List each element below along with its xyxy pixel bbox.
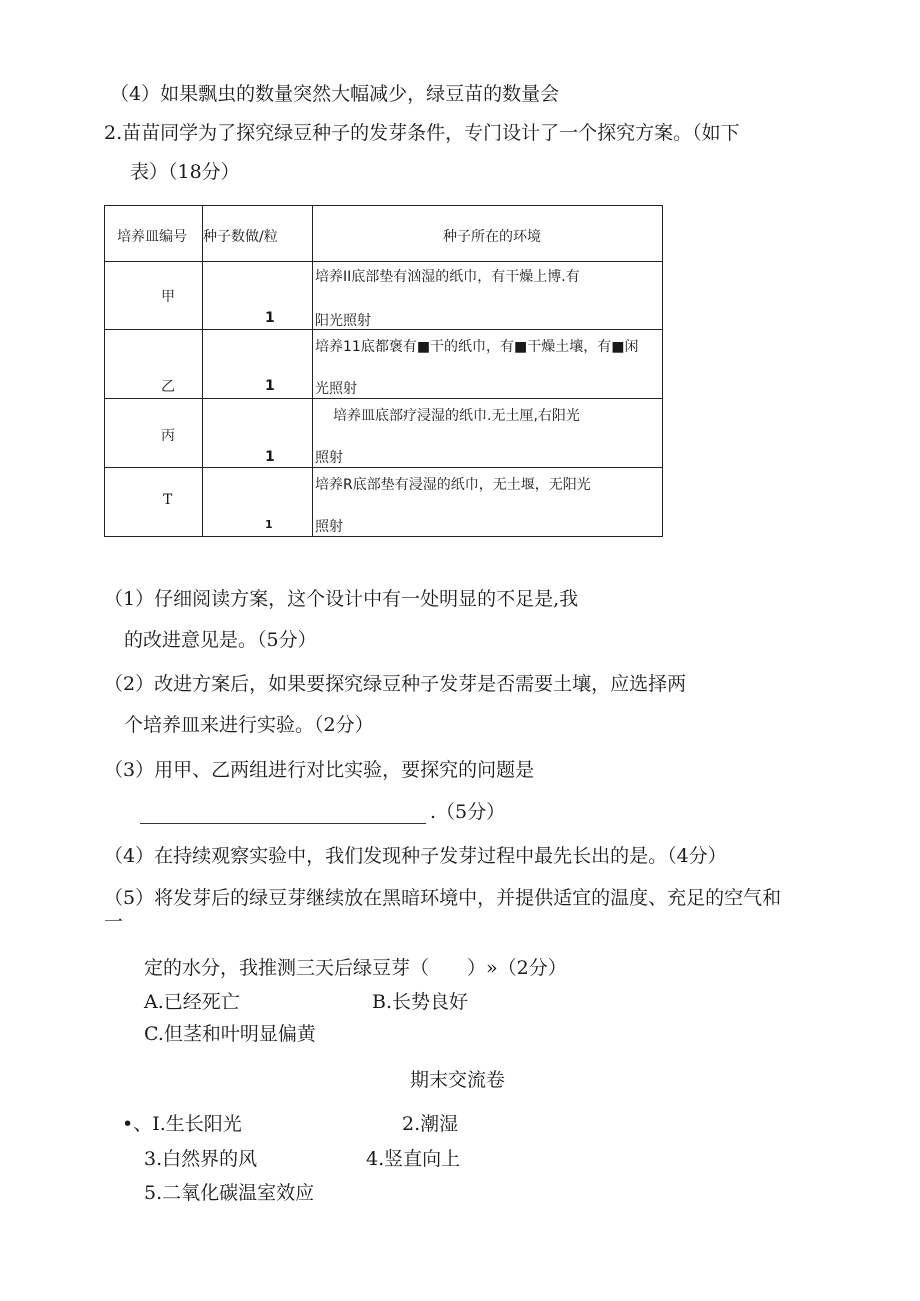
dish-id-cell: 乙 [105, 330, 203, 399]
option-c: C.但茎和叶明显偏黄 [144, 1023, 316, 1045]
option-a: A.已经死亡 [144, 991, 240, 1013]
seed-count-cell: 1 [203, 262, 313, 330]
table-row [105, 468, 663, 537]
seed-count-cell: 1 [203, 399, 313, 468]
option-b: B.长势良好 [372, 991, 469, 1013]
answer-1: •、I.生长阳光 [122, 1113, 242, 1135]
table-row [105, 262, 663, 330]
sub-question-4: （4）在持续观察实验中，我们发现种子发芽过程中最先长出的是。（4分） [104, 845, 727, 867]
answer-4: 4.竖直向上 [366, 1148, 461, 1170]
environment-cell: 培养R底部垫有浸湿的纸巾，无土堰，无阳光 照射 [313, 468, 663, 537]
answer-5: 5.二氧化碳温室效应 [144, 1182, 315, 1204]
dish-id-cell: T [105, 468, 203, 537]
seed-count-cell: 1 [203, 468, 313, 537]
sub-question-5-cont: 定的水分，我推测三天后绿豆芽（ ）»（2分） [144, 957, 567, 979]
dish-id-cell: 丙 [105, 399, 203, 468]
table-header-row [105, 206, 663, 262]
header-cell: 种子所在的环境 [313, 206, 663, 262]
sub-question-1-cont: 的改进意见是。（5分） [124, 629, 317, 651]
sub-question-3-answer: .（5分） [140, 800, 505, 824]
seed-count-cell: 1 [203, 330, 313, 399]
answer-3: 3.白然界的风 [144, 1148, 258, 1170]
answer-2: 2.潮湿 [402, 1113, 459, 1135]
sub-question-1: （1）仔细阅读方案，这个设计中有一处明显的不足是,我 [104, 588, 579, 610]
table-row [105, 399, 663, 468]
section-title: 期末交流卷 [410, 1069, 506, 1091]
environment-cell: 培养皿底部疗浸湿的纸巾.无土厘,右阳光 照射 [313, 399, 663, 468]
dish-id-cell: 甲 [105, 262, 203, 330]
environment-cell: 培养II底部垫有汹湿的纸巾，有干燥上博.有 阳光照射 [313, 262, 663, 330]
header-cell: 培养皿编号 [105, 206, 203, 262]
sub-question-3: （3）用甲、乙两组进行对比实验，要探究的问题是 [104, 759, 535, 781]
header-cell: 种子数做/粒 [203, 206, 313, 262]
sub-question-2: （2）改进方案后，如果要探究绿豆种子发芽是否需要土壤，应选择两 [104, 673, 687, 695]
question-1-4: （4）如果飘虫的数量突然大幅减少，绿豆苗的数量会 [110, 83, 560, 105]
sub-question-5-dash: 一 [104, 911, 124, 933]
sub-question-5: （5）将发芽后的绿豆芽继续放在黑暗环境中，并提供适宜的温度、充足的空气和 [104, 887, 782, 909]
question-2-intro-cont: 表）（18分） [130, 161, 240, 183]
question-2-intro: 2.苗苗同学为了探究绿豆种子的发芽条件，专门设计了一个探究方案。（如下 [104, 122, 740, 144]
sub-question-2-cont: 个培养皿来进行实验。（2分） [124, 714, 374, 736]
environment-cell: 培养11底都褒有■干的纸巾，有■干燥土壤，有■闲 光照射 [313, 330, 663, 399]
experiment-table [104, 205, 663, 537]
answer-blank [140, 803, 426, 824]
table-row [105, 330, 663, 399]
